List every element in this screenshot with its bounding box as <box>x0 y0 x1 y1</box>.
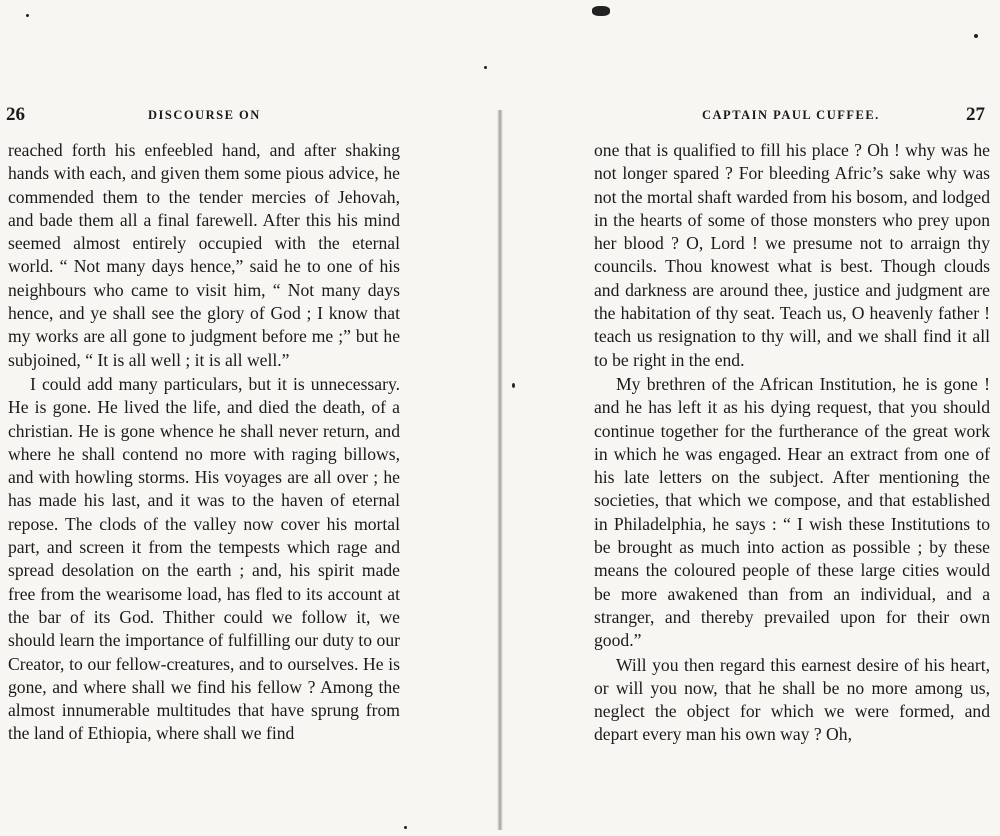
ink-speck <box>484 66 487 69</box>
running-head-left: DISCOURSE ON <box>148 108 261 122</box>
ink-speck <box>26 14 29 17</box>
ink-speck <box>592 6 610 16</box>
left-paragraph-2: I could add many particulars, but it is unnecessary. He is gone. He lived the life, and died the death, of a christian. He is gone whence he shall never return, and where he shall contend no more with raging billows, and with howling storms. His voyages are all over ; he has made his last, and it was to the haven of eternal repose. The clods of the valley now cover his mortal part, and screen it from the tempests which rage and spread desolation on the earth ; and, his spirit made free from the wearisome load, has fled to its account at the bar of its God. Thither could we follow it, we should learn the importance of fulfilling our duty to our Creator, to our fellow-creatures, and to ourselves. He is gone, and where shall we find his fellow ? Among the almost innumerable multitudes that have sprung from the land of Ethiopia, where shall we find <box>8 373 400 744</box>
left-page-body <box>8 139 400 746</box>
right-page <box>500 0 1000 836</box>
running-head-right: CAPTAIN PAUL CUFFEE. <box>702 108 880 122</box>
right-paragraph-3: Will you then regard this earnest desire of his heart, or will you now, that he shall be no more among us, neglect the object for which we were formed, and depart every man his own way ? Oh, <box>594 654 990 745</box>
ink-speck <box>974 34 978 38</box>
ink-speck <box>512 383 515 388</box>
page-number-left: 26 <box>6 104 25 125</box>
right-page-body <box>594 139 990 747</box>
page-number-right: 27 <box>966 104 985 125</box>
right-paragraph-1: one that is qualified to fill his place ? Oh ! why was he not longer spared ? For bleeding Afric’s sake why was not the mortal shaft warded from his bosom, and lodged in the hearts of some of those monsters who prey upon her blood ? O, Lord ! we presume not to arraign thy councils. Thou knowest what is best. Though clouds and darkness are around thee, justice and judgment are the habitation of thy seat. Teach us, O heavenly father ! teach us resignation to thy will, and we shall find it all to be right in the end. <box>594 140 990 370</box>
ink-speck <box>404 826 407 829</box>
right-paragraph-2: My brethren of the African Institution, he is gone ! and he has left it as his dying request, that you should continue together for the furtherance of the great work in which he was engaged. Hear an extract from one of his late letters on the subject. After mentioning the societies, that which we compose, and that established in Philadelphia, he says : “ I wish these Institutions to be brought as much into action as possible ; by these means the coloured people of these large cities would be more awakened than from an individual, and a stranger, and thereby prevailed upon for their own good.” <box>594 373 990 651</box>
left-paragraph-1: reached forth his enfeebled hand, and after shaking hands with each, and given them some pious advice, he commended them to the tender mercies of Jehovah, and bade them all a final farewell. After this his mind seemed almost entirely occupied with the eternal world. “ Not many days hence,” said he to one of his neighbours who came to visit him, “ Not many days hence, and ye shall see the glory of God ; I know that my works are all gone to judgment before me ;” but he subjoined, “ It is all well ; it is all well.” <box>8 140 400 370</box>
